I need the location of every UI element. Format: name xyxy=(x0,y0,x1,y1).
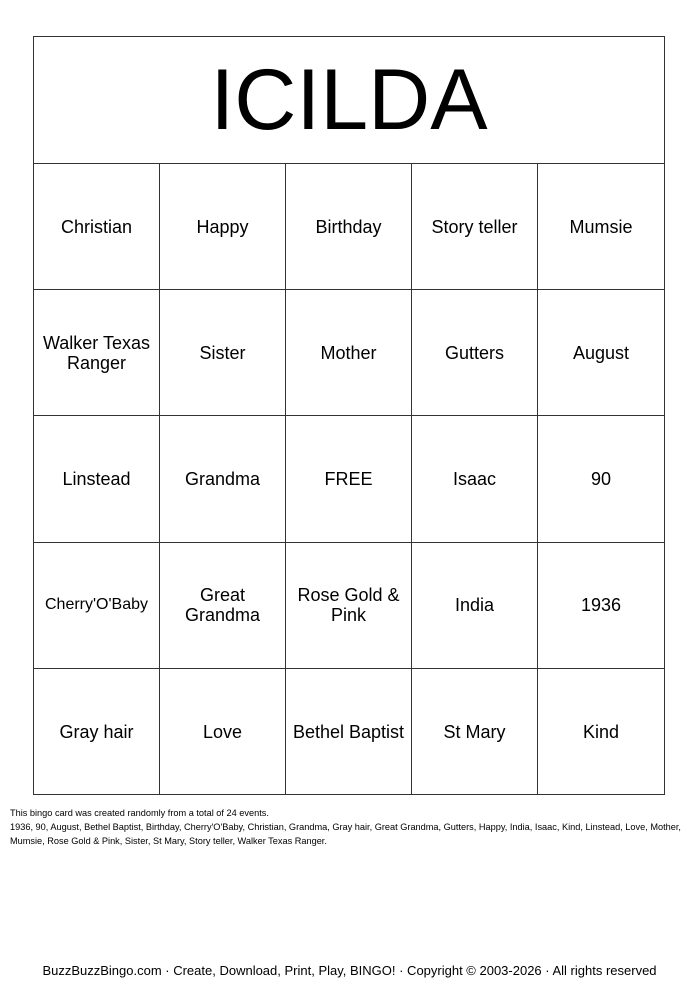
bingo-cell: Birthday xyxy=(286,164,412,290)
bingo-cell: Kind xyxy=(582,721,620,742)
bingo-cell: Isaac xyxy=(412,416,538,542)
bingo-cell: Christian xyxy=(34,164,160,290)
footnote-event-list: 1936, 90, August, Bethel Baptist, Birthday, Cherry'O'Baby, Christian, Grandma, Gray hair, Great Grandma, Gutters, Happy, India, Isaac, Kind, Linstead, Love, Mother, Mumsie, Rose Gold & Pink, Sister, St Mary, Story teller, Walker Texas Ranger. xyxy=(10,822,681,846)
bingo-cell: Mother xyxy=(286,290,412,416)
bingo-cell: Linstead xyxy=(34,416,160,542)
bingo-card xyxy=(33,36,665,795)
bingo-cell: Mumsie xyxy=(538,164,664,290)
bingo-cell: 90 xyxy=(538,416,664,542)
bingo-cell: Happy xyxy=(160,164,286,290)
bingo-cell: Love xyxy=(160,669,286,795)
bingo-cell: Story teller xyxy=(412,164,538,290)
bingo-grid xyxy=(34,164,664,795)
free-space-cell: FREE xyxy=(286,416,412,542)
bingo-cell: August xyxy=(538,290,664,416)
bingo-cell: Cherry'O'Baby xyxy=(34,543,160,669)
bingo-cell: Gray hair xyxy=(34,669,160,795)
bingo-cell: Gutters xyxy=(412,290,538,416)
title-row xyxy=(34,37,664,164)
card-title: ICILDA xyxy=(210,52,488,148)
bingo-cell: India xyxy=(412,543,538,669)
bingo-cell: Bethel Baptist xyxy=(286,669,412,795)
bingo-cell: 1936 xyxy=(538,543,664,669)
bingo-cell: St Mary xyxy=(412,669,538,795)
bingo-cell: Walker Texas Ranger xyxy=(34,290,160,416)
bingo-cell: Grandma xyxy=(160,416,286,542)
bingo-cell: Sister xyxy=(160,290,286,416)
card-footnote xyxy=(10,806,690,848)
page-footer: BuzzBuzzBingo.com · Create, Download, Print, Play, BINGO! · Copyright © 2003-2026 · All rights reserved xyxy=(42,963,657,978)
bingo-cell: Great Grandma xyxy=(160,543,286,669)
bingo-cell: Rose Gold & Pink xyxy=(286,543,412,669)
footnote-summary: This bingo card was created randomly from a total of 24 events. xyxy=(10,808,269,818)
